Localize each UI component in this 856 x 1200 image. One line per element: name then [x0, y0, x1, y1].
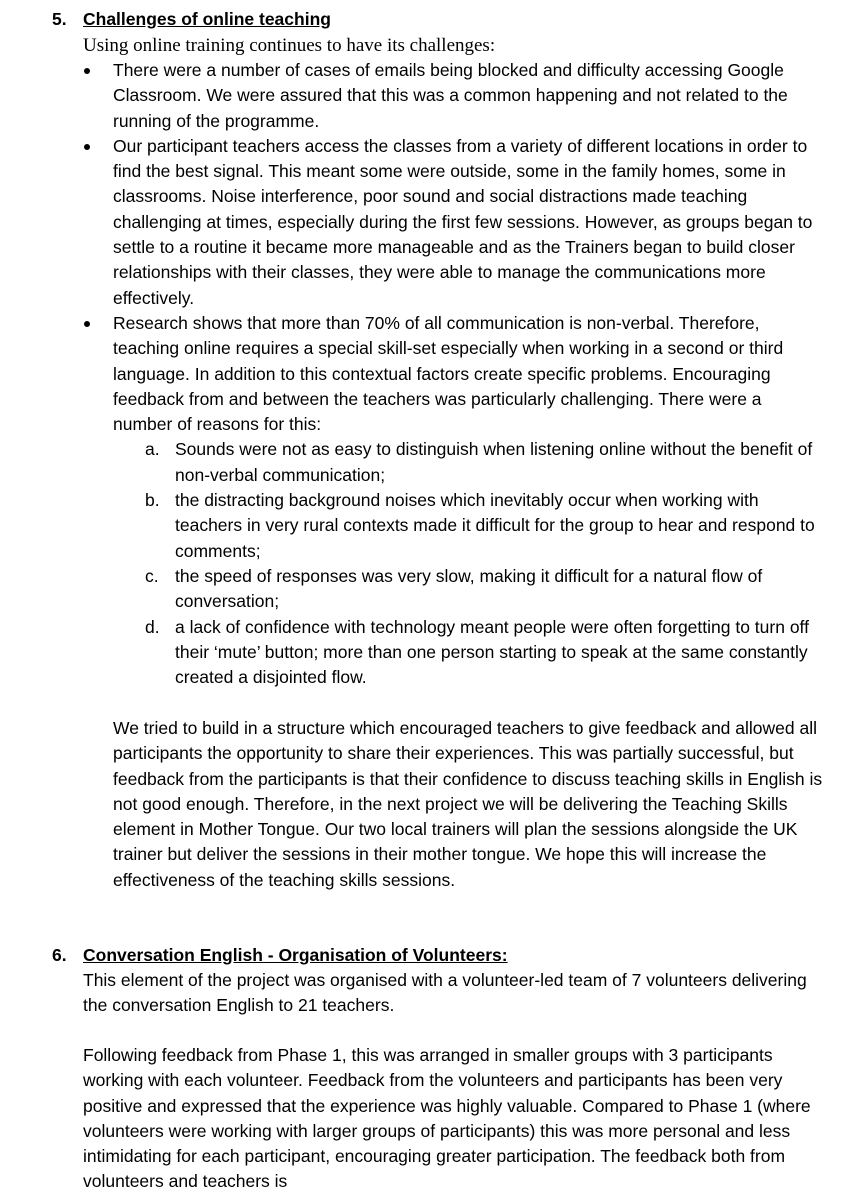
section-5-number: 5.	[52, 9, 67, 29]
reasons-list	[145, 437, 824, 690]
bullet-text: Research shows that more than 70% of all communication is non-verbal. Therefore, teaching online requires a special skill-set especially when working in a second or third language. In addition to this contextual factors create specific problems. Encouraging feedback from and between the teachers was particularly challenging. There were a number of reasons for this:	[113, 312, 784, 435]
reason-letter: b.	[145, 490, 160, 511]
list-item	[84, 58, 824, 134]
section-6-paragraph-1: This element of the project was organised with a volunteer-led team of 7 volunteers delivering the conversation English to 21 teachers.	[83, 970, 807, 1016]
reason-text: the distracting background noises which inevitably occur when working with teachers in very rural contexts made it difficult for the group to hear and respond to comments;	[175, 490, 815, 561]
reason-letter: c.	[145, 565, 159, 586]
bullet-icon	[84, 68, 90, 74]
reason-letter: a.	[145, 439, 160, 460]
reason-letter: d.	[145, 616, 160, 637]
section-6-paragraph-2: Following feedback from Phase 1, this was arranged in smaller groups with 3 participants working with each volunteer. Feedback from the volunteers and participants has been very positive and expressed that the experience was highly valuable. Compared to Phase 1 (where volunteers were working with larger groups of participants) this was more personal and less intimidating for each participant, encouraging greater participation. The feedback both from volunteers and teachers is	[83, 1045, 811, 1192]
list-item	[84, 134, 824, 311]
section-6-title: Conversation English - Organisation of Volunteers:	[83, 945, 508, 965]
reason-text: Sounds were not as easy to distinguish when listening online without the benefit of non-verbal communication;	[175, 439, 813, 485]
bullet-text: Our participant teachers access the classes from a variety of different locations in order to find the best signal. This meant some were outside, some in the family homes, some in classrooms. Noise interference, poor sound and social distractions made teaching challenging at times, especially during the first few sessions. However, as groups began to settle to a routine it became more manageable and as the Trainers began to build closer relationships with their classes, they were able to manage the communications more effectively.	[113, 135, 813, 308]
reason-item	[145, 488, 824, 564]
reason-item	[145, 437, 824, 488]
list-item	[84, 311, 824, 690]
bullet-text: There were a number of cases of emails being blocked and difficulty accessing Google Classroom. We were assured that this was a common happening and not related to the running of the programme.	[113, 60, 788, 131]
section-5-closing-paragraph: We tried to build in a structure which encouraged teachers to give feedback and allowed all participants the opportunity to share their experiences. This was partially successful, but feedback from the participants is that their confidence to discuss teaching skills in English is not good enough. Therefore, in the next project we will be delivering the Teaching Skills element in Mother Tongue. Our two local trainers will plan the sessions alongside the UK trainer but deliver the sessions in their mother tongue. We hope this will increase the effectiveness of the teaching skills sessions.	[113, 718, 823, 890]
section-6-heading	[52, 943, 652, 969]
section-6-number: 6.	[52, 945, 67, 965]
section-5-intro: Using online training continues to have its challenges:	[83, 35, 496, 56]
reason-item	[145, 615, 824, 691]
reason-item	[145, 564, 824, 615]
reason-text: the speed of responses was very slow, making it difficult for a natural flow of conversation;	[175, 565, 763, 612]
challenges-list	[84, 58, 824, 690]
section-5-title: Challenges of online teaching	[83, 9, 331, 29]
bullet-icon	[84, 321, 90, 327]
bullet-icon	[84, 144, 90, 150]
section-5-heading	[52, 7, 452, 33]
reason-text: a lack of confidence with technology meant people were often forgetting to turn off their ‘mute’ button; more than one person starting to speak at the same constantly created a disjointed flow.	[175, 616, 809, 688]
